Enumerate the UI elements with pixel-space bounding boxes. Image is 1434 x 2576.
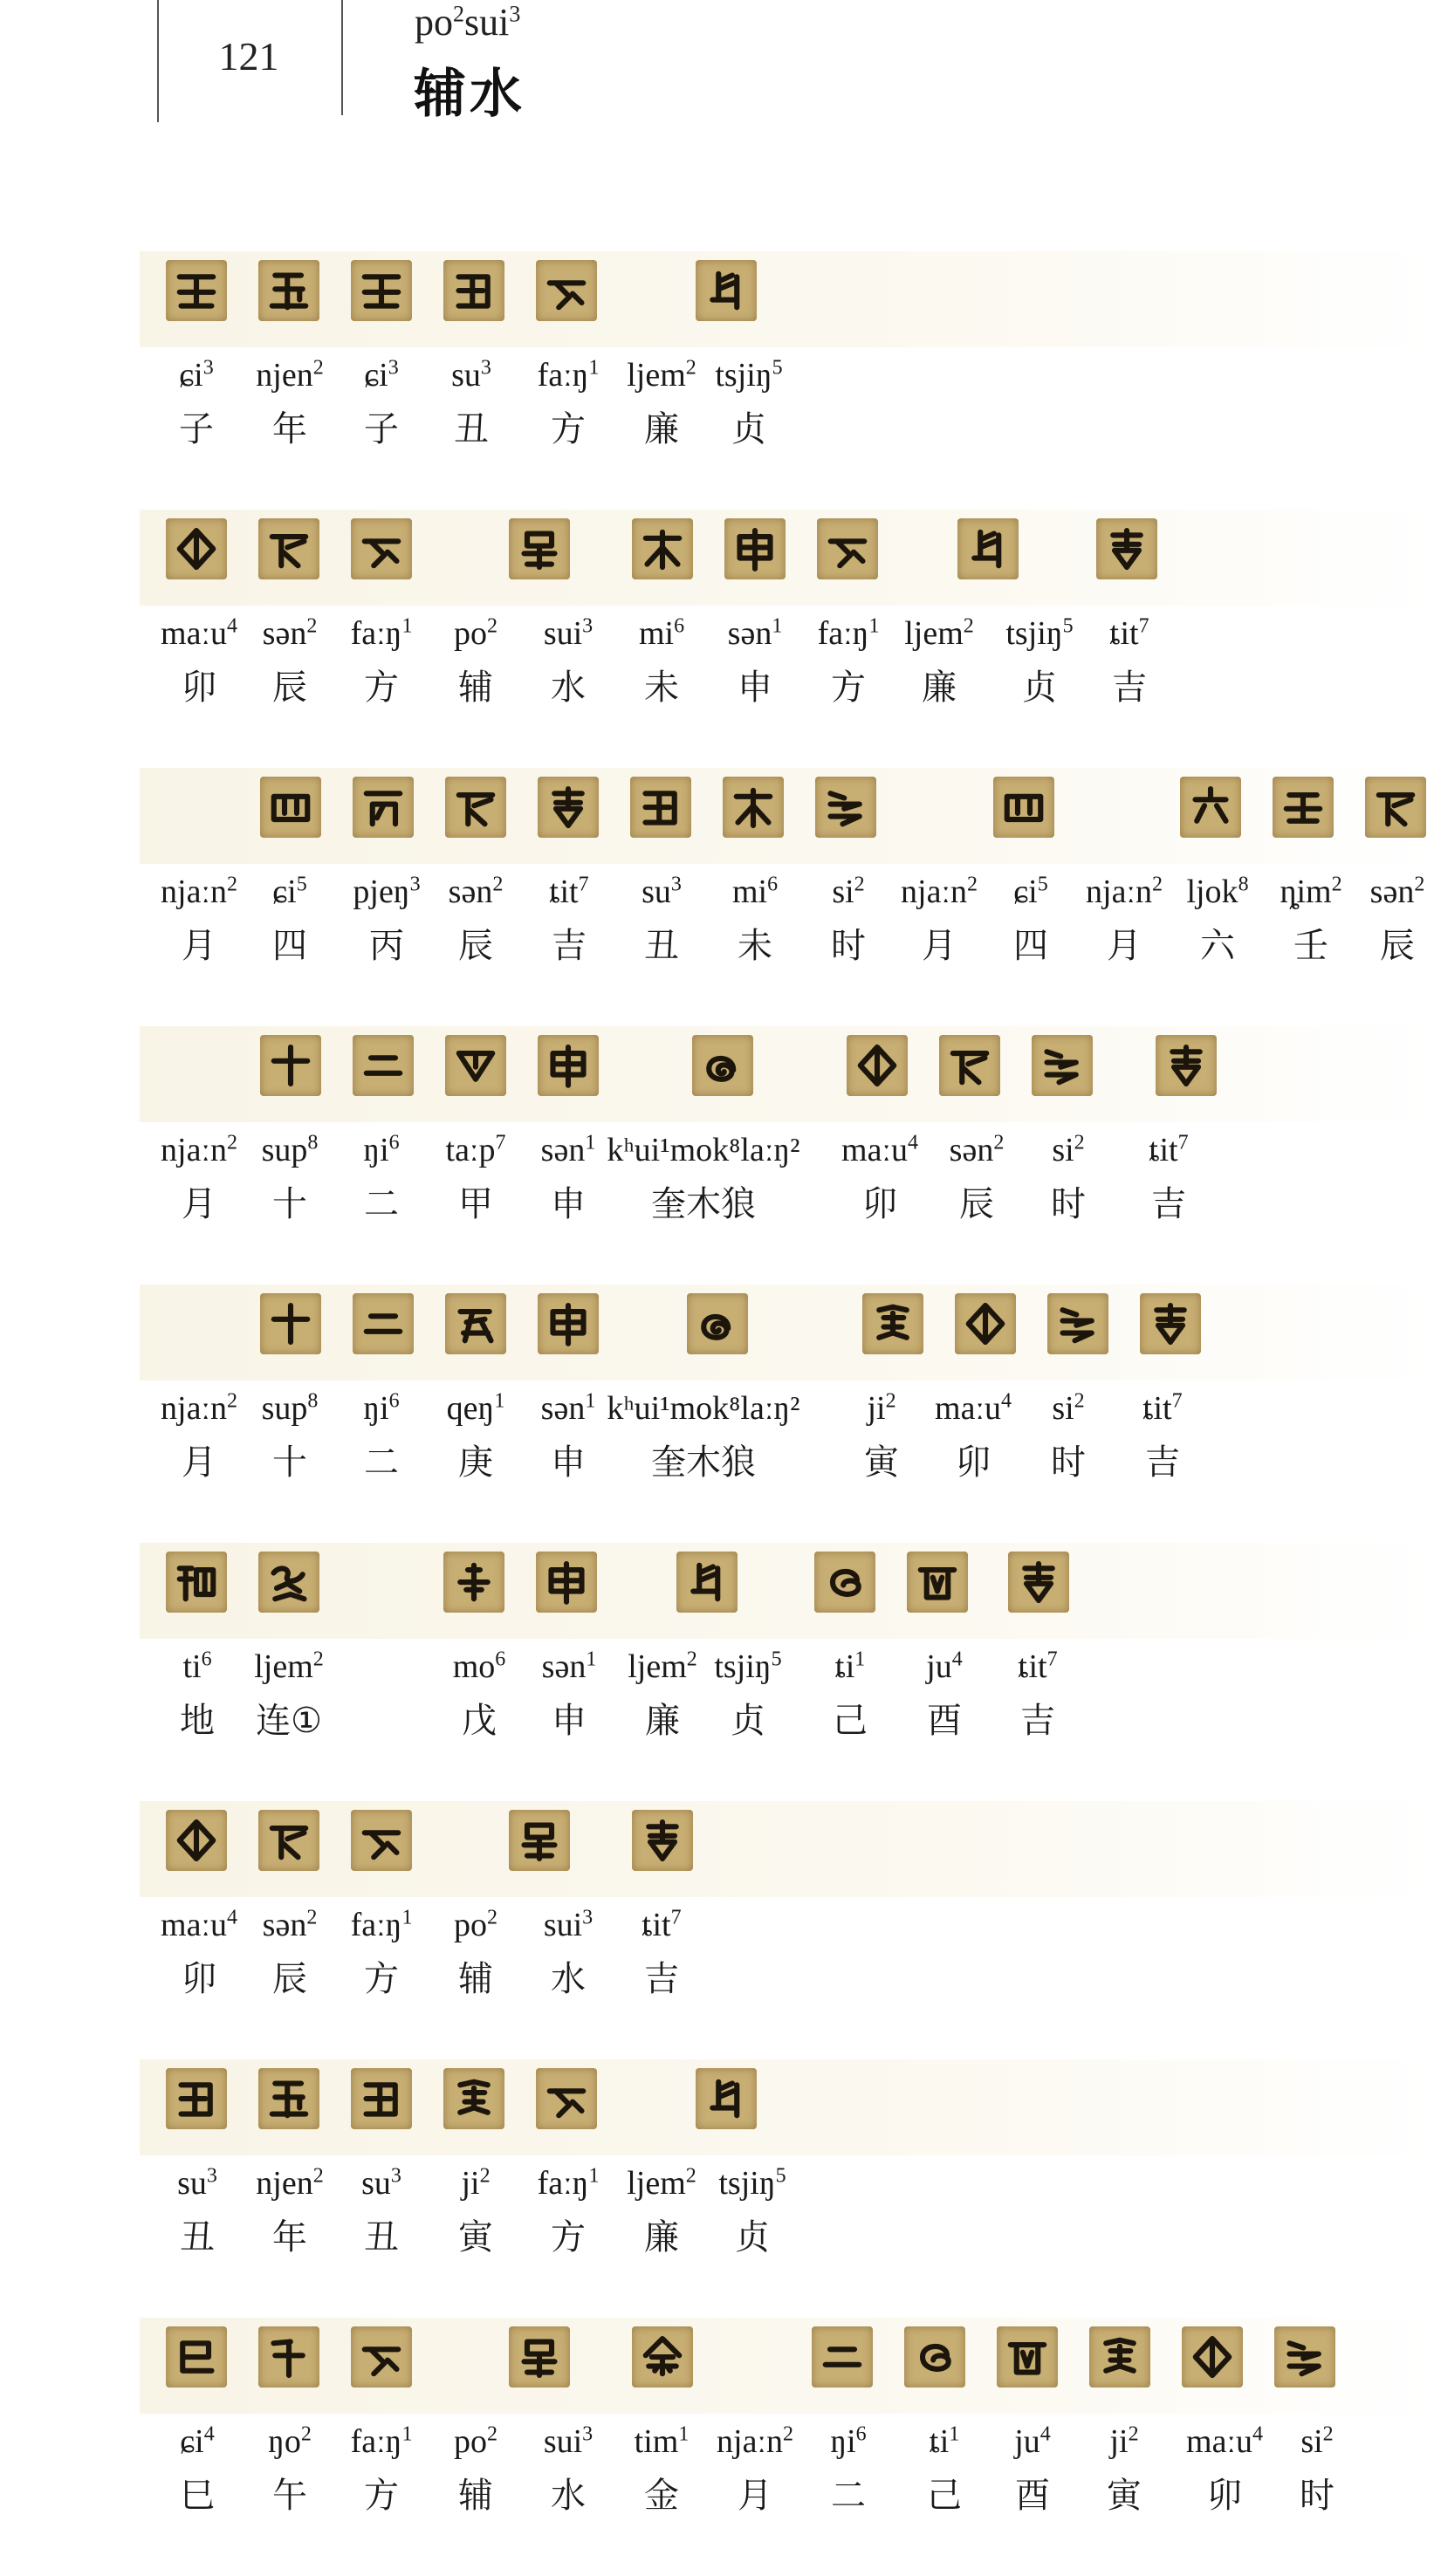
- shui-glyph-four-seal: [260, 777, 321, 838]
- romanization: $su^3$: [361, 2164, 401, 2202]
- romanization: ȶit$^7$: [642, 1906, 682, 1943]
- chinese-gloss: 卯: [182, 1959, 216, 1999]
- romanization: faːŋ$^1$: [350, 1906, 413, 1943]
- romanization: ɕi$^5$: [272, 873, 307, 910]
- shui-glyph-yin-seal: [443, 2068, 504, 2129]
- shui-glyph-you-seal: [997, 2326, 1058, 2388]
- chinese-gloss: 廉: [644, 409, 679, 449]
- chinese-gloss: 吉: [552, 926, 587, 966]
- chinese-gloss: 寅: [1107, 2476, 1142, 2516]
- romanization: tsjiŋ$^5$: [714, 1648, 782, 1685]
- shui-glyph-fushui-seal: [509, 1810, 570, 1871]
- shui-glyph-fushui-seal: [509, 2326, 570, 2388]
- romanization: sən$^2$: [949, 1131, 1005, 1168]
- manuscript-strip: [140, 510, 1434, 606]
- chinese-gloss: 二: [364, 1184, 399, 1224]
- shui-glyph-ji-seal: [538, 777, 599, 838]
- chinese-gloss: 丙: [369, 926, 404, 966]
- shui-glyph-lianzhen-seal: [696, 2068, 757, 2129]
- chinese-gloss: 时: [1300, 2476, 1335, 2516]
- chinese-gloss: 辅: [458, 668, 493, 708]
- chinese-gloss: 六: [1200, 926, 1235, 966]
- chinese-gloss: 水: [551, 2476, 586, 2516]
- manuscript-strip: [140, 1543, 1434, 1639]
- chinese-gloss: 连①: [256, 1701, 322, 1741]
- romanization: maːu$^4$: [841, 1131, 918, 1168]
- shui-glyph-ji2-seal: [814, 1552, 875, 1613]
- romanization: sup$^8$: [261, 1131, 319, 1168]
- romanization: kʰui¹mok⁸laːŋ²: [607, 1132, 800, 1168]
- chinese-gloss: 方: [831, 668, 866, 708]
- romanization: ɕi$^3$: [179, 356, 214, 394]
- romanization: $ŋi^6$: [363, 1131, 400, 1168]
- shui-glyph-ji-seal: [632, 1810, 693, 1871]
- shui-glyph-fang-seal: [817, 518, 878, 579]
- shui-glyph-chen-seal: [258, 518, 319, 579]
- shui-glyph-fang-seal: [536, 260, 597, 321]
- romanization: faːŋ$^1$: [537, 2164, 600, 2202]
- romanization: njaːn$^2$: [717, 2422, 793, 2460]
- chinese-gloss: 贞: [731, 1701, 765, 1741]
- chinese-gloss: 奎木狼: [651, 1442, 756, 1483]
- romanization: ȶit$^7$: [1018, 1648, 1058, 1685]
- shui-glyph-six-seal: [1180, 777, 1241, 838]
- chinese-gloss: 时: [831, 926, 866, 966]
- shui-glyph-jia-seal: [445, 1035, 506, 1096]
- romanization: $si^2$: [1052, 1131, 1085, 1168]
- chinese-gloss: 酉: [927, 1701, 962, 1741]
- romanization: $ȶi^1$: [929, 2422, 960, 2460]
- shui-glyph-kuimu-seal: [692, 1035, 753, 1096]
- romanization: ȶit$^7$: [1149, 1131, 1189, 1168]
- chinese-gloss: 寅: [864, 1442, 899, 1483]
- romanization: njaːn$^2$: [161, 873, 237, 910]
- chinese-gloss: 月: [1107, 926, 1142, 966]
- romanization: $ji^2$: [867, 1389, 896, 1427]
- chinese-gloss: 吉: [644, 1959, 679, 1999]
- chinese-gloss: 二: [831, 2476, 866, 2516]
- romanization: $su^3$: [642, 873, 682, 910]
- chinese-gloss: 丑: [454, 409, 489, 449]
- romanization: $po^2$: [454, 2422, 497, 2460]
- romanization: sui$^3$: [543, 1906, 593, 1943]
- shui-glyph-lianzhen-seal: [676, 1552, 738, 1613]
- manuscript-line: [0, 768, 1434, 1026]
- chinese-gloss: 廉: [645, 1701, 680, 1741]
- romanization: tsjiŋ$^5$: [718, 2164, 786, 2202]
- header-rule-right: [341, 0, 343, 115]
- romanization: maːu$^4$: [161, 1906, 237, 1943]
- shui-glyph-year-seal: [258, 260, 319, 321]
- shui-glyph-wu2-seal: [258, 2326, 319, 2388]
- chinese-gloss: 未: [644, 668, 679, 708]
- romanization: ljem$^2$: [628, 1648, 697, 1685]
- chinese-gloss: 月: [182, 1442, 216, 1483]
- chinese-gloss: 辰: [458, 926, 493, 966]
- romanization: ljok$^8$: [1186, 873, 1249, 910]
- shui-glyph-yin-seal: [1089, 2326, 1150, 2388]
- chinese-gloss: 贞: [731, 409, 766, 449]
- manuscript-strip: [140, 2059, 1434, 2155]
- romanization: $si^2$: [1300, 2422, 1334, 2460]
- romanization: ɕi$^5$: [1013, 873, 1048, 910]
- romanization: sən$^2$: [262, 614, 318, 652]
- shui-glyph-wei-seal: [723, 777, 784, 838]
- chinese-gloss: 廉: [922, 668, 957, 708]
- shui-glyph-lianzhen-seal: [957, 518, 1019, 579]
- chinese-gloss: 吉: [1145, 1442, 1180, 1483]
- shui-glyph-two-seal: [812, 2326, 873, 2388]
- romanization: $ti^6$: [182, 1648, 212, 1685]
- romanization: $ji^2$: [461, 2164, 491, 2202]
- romanization: kʰui¹mok⁸laːŋ²: [607, 1390, 800, 1427]
- chinese-gloss: 卯: [1207, 2476, 1242, 2516]
- chinese-gloss: 申: [551, 1184, 586, 1224]
- chinese-gloss: 卯: [182, 668, 216, 708]
- romanization: njaːn$^2$: [901, 873, 978, 910]
- chinese-gloss: 地: [180, 1701, 215, 1741]
- romanization: $ŋi^6$: [830, 2422, 867, 2460]
- chinese-gloss: 吉: [1020, 1701, 1055, 1741]
- chinese-gloss: 水: [551, 668, 586, 708]
- chinese-gloss: 辰: [1380, 926, 1415, 966]
- chinese-gloss: 申: [738, 668, 772, 708]
- manuscript-strip: [140, 251, 1434, 347]
- shui-glyph-fushui-seal: [509, 518, 570, 579]
- romanization: njaːn$^2$: [1086, 873, 1163, 910]
- romanization: njaːn$^2$: [161, 1389, 237, 1427]
- romanization: $ju^4$: [926, 1648, 963, 1685]
- romanization: maːu$^4$: [935, 1389, 1012, 1427]
- romanization: qeŋ$^1$: [446, 1389, 505, 1427]
- shui-glyph-shen-seal: [536, 1552, 597, 1613]
- chinese-gloss: 二: [364, 1442, 399, 1483]
- chinese-gloss: 丑: [180, 2217, 215, 2257]
- shui-glyph-chou-seal: [351, 2068, 412, 2129]
- romanization: sən$^2$: [448, 873, 504, 910]
- chinese-gloss: 月: [738, 2476, 772, 2516]
- shui-glyph-ji-seal: [1156, 1035, 1217, 1096]
- chinese-gloss: 戊: [462, 1701, 497, 1741]
- shui-glyph-shen-seal: [538, 1035, 599, 1096]
- manuscript-line: [0, 1543, 1434, 1801]
- chinese-gloss: 十: [272, 1184, 307, 1224]
- shui-glyph-mao-seal: [847, 1035, 908, 1096]
- manuscript-strip: [140, 1801, 1434, 1897]
- chinese-gloss: 申: [551, 1442, 586, 1483]
- chinese-gloss: 贞: [735, 2217, 770, 2257]
- romanization: $si^2$: [1052, 1389, 1085, 1427]
- romanization: ljem$^2$: [627, 356, 696, 394]
- romanization: $po^2$: [454, 1906, 497, 1943]
- romanization: faːŋ$^1$: [350, 2422, 413, 2460]
- shui-glyph-ji-seal: [1140, 1293, 1201, 1354]
- shui-glyph-chou-seal: [443, 260, 504, 321]
- shui-glyph-mao-seal: [1182, 2326, 1243, 2388]
- page-number: 121: [218, 34, 279, 79]
- entry-title: 辅水: [414, 64, 525, 125]
- chinese-gloss: 四: [1013, 926, 1048, 966]
- romanization: ȶit$^7$: [1109, 614, 1149, 652]
- entry-roman-syllable: $po^2$: [415, 1, 464, 44]
- shui-glyph-shi-seal: [815, 777, 876, 838]
- chinese-gloss: 月: [182, 1184, 216, 1224]
- chinese-gloss: 方: [551, 409, 586, 449]
- shui-glyph-chen-seal: [939, 1035, 1000, 1096]
- romanization: sən$^1$: [541, 1648, 597, 1685]
- chinese-gloss: 卯: [956, 1442, 991, 1483]
- chinese-gloss: 己: [927, 2476, 962, 2516]
- romanization: sup$^8$: [261, 1389, 319, 1427]
- shui-glyph-mao-seal: [166, 518, 227, 579]
- romanization: faːŋ$^1$: [350, 614, 413, 652]
- chinese-gloss: 月: [182, 926, 216, 966]
- shui-glyph-shen-seal: [538, 1293, 599, 1354]
- chinese-gloss: 子: [364, 409, 399, 449]
- manuscript-line: [0, 1026, 1434, 1285]
- shui-glyph-wu-seal: [443, 1552, 504, 1613]
- header-rule-left: [157, 0, 159, 122]
- chinese-gloss: 己: [833, 1701, 868, 1741]
- chinese-gloss: 方: [364, 2476, 399, 2516]
- romanization: tsjiŋ$^5$: [1005, 614, 1074, 652]
- romanization: sui$^3$: [543, 614, 593, 652]
- romanization: sən$^1$: [727, 614, 783, 652]
- chinese-gloss: 廉: [644, 2217, 679, 2257]
- shui-glyph-ji-seal: [1008, 1552, 1069, 1613]
- romanization: $mi^6$: [731, 873, 779, 910]
- shui-glyph-jin-seal: [632, 2326, 693, 2388]
- entry-romanization: [415, 0, 520, 45]
- shui-glyph-shi-seal: [1047, 1293, 1108, 1354]
- shui-glyph-ten-seal: [260, 1293, 321, 1354]
- manuscript-strip: [140, 1285, 1434, 1380]
- romanization: sən$^2$: [262, 1906, 318, 1943]
- chinese-gloss: 申: [552, 1701, 587, 1741]
- shui-glyph-water-seal: [166, 260, 227, 321]
- romanization: ljem$^2$: [627, 2164, 696, 2202]
- manuscript-line: [0, 251, 1434, 510]
- romanization: faːŋ$^1$: [537, 356, 600, 394]
- shui-glyph-lianzhen-seal: [696, 260, 757, 321]
- chinese-gloss: 月: [922, 926, 957, 966]
- chinese-gloss: 甲: [458, 1184, 493, 1224]
- chinese-gloss: 辰: [272, 668, 307, 708]
- manuscript-line: [0, 510, 1434, 768]
- romanization: maːu$^4$: [161, 614, 237, 652]
- chinese-gloss: 时: [1051, 1442, 1086, 1483]
- shui-glyph-mao-seal: [166, 1810, 227, 1871]
- shui-glyph-ren-seal: [1273, 777, 1334, 838]
- manuscript-line: [0, 1801, 1434, 2059]
- shui-glyph-two-seal: [353, 1035, 414, 1096]
- romanization: $ŋi^6$: [363, 1389, 400, 1427]
- romanization: $su^3$: [451, 356, 491, 394]
- shui-glyph-bing-seal: [353, 777, 414, 838]
- shui-glyph-chou-seal: [166, 2068, 227, 2129]
- shui-glyph-ten-seal: [260, 1035, 321, 1096]
- shui-glyph-kuimu-seal: [687, 1293, 748, 1354]
- romanization: ȶit$^7$: [1142, 1389, 1183, 1427]
- romanization: ȵim$^2$: [1280, 873, 1342, 910]
- romanization: sui$^3$: [543, 2422, 593, 2460]
- shui-glyph-mao-seal: [955, 1293, 1016, 1354]
- romanization: $po^2$: [454, 614, 497, 652]
- chinese-gloss: 年: [272, 409, 307, 449]
- shui-glyph-shi-seal: [1274, 2326, 1335, 2388]
- chinese-gloss: 丑: [364, 2217, 399, 2257]
- chinese-gloss: 奎木狼: [651, 1184, 756, 1224]
- romanization: ȶit$^7$: [549, 873, 589, 910]
- chinese-gloss: 吉: [1151, 1184, 1186, 1224]
- romanization: $mo^6$: [452, 1648, 506, 1685]
- shui-glyph-wei-seal: [632, 518, 693, 579]
- romanization: $su^3$: [177, 2164, 217, 2202]
- chinese-gloss: 贞: [1022, 668, 1057, 708]
- romanization: njen$^2$: [256, 356, 324, 394]
- shui-glyph-you-seal: [907, 1552, 968, 1613]
- chinese-gloss: 壬: [1293, 926, 1328, 966]
- chinese-gloss: 十: [272, 1442, 307, 1483]
- chinese-gloss: 未: [738, 926, 772, 966]
- romanization: maːu$^4$: [1186, 2422, 1263, 2460]
- romanization: $mi^6$: [638, 614, 685, 652]
- shui-glyph-water-seal: [351, 260, 412, 321]
- shui-glyph-four-seal: [993, 777, 1054, 838]
- chinese-gloss: 辅: [458, 1959, 493, 1999]
- entry-roman-syllable: sui$^3$: [464, 1, 521, 44]
- chinese-gloss: 辰: [959, 1184, 994, 1224]
- romanization: tsjiŋ$^5$: [715, 356, 783, 394]
- shui-glyph-si-seal: [166, 2326, 227, 2388]
- romanization: tim$^1$: [634, 2422, 690, 2460]
- romanization: taːp$^7$: [445, 1131, 506, 1168]
- romanization: ɕi$^4$: [180, 2422, 215, 2460]
- shui-glyph-year-seal: [258, 2068, 319, 2129]
- shui-glyph-fang-seal: [536, 2068, 597, 2129]
- shui-glyph-fang-seal: [351, 2326, 412, 2388]
- romanization: $si^2$: [832, 873, 865, 910]
- romanization: $ȶi^1$: [834, 1648, 866, 1685]
- shui-glyph-di-seal: [166, 1552, 227, 1613]
- romanization: sən$^1$: [540, 1131, 596, 1168]
- shui-glyph-chou-seal: [630, 777, 691, 838]
- shui-glyph-shi-seal: [1032, 1035, 1093, 1096]
- romanization: sən$^1$: [540, 1389, 596, 1427]
- shui-glyph-shen-seal: [724, 518, 786, 579]
- shui-glyph-lian-seal: [258, 1552, 319, 1613]
- shui-glyph-chen-seal: [1365, 777, 1426, 838]
- manuscript-line: [0, 2059, 1434, 2318]
- shui-glyph-ji-seal: [1096, 518, 1157, 579]
- romanization: sən$^2$: [1369, 873, 1425, 910]
- romanization: ljem$^2$: [904, 614, 974, 652]
- chinese-gloss: 酉: [1015, 2476, 1050, 2516]
- romanization: $ŋo^2$: [268, 2422, 312, 2460]
- chinese-gloss: 寅: [458, 2217, 493, 2257]
- chinese-gloss: 年: [272, 2217, 307, 2257]
- shui-glyph-ji2-seal: [904, 2326, 965, 2388]
- chinese-gloss: 庚: [458, 1442, 493, 1483]
- shui-glyph-two-seal: [353, 1293, 414, 1354]
- shui-glyph-geng-seal: [445, 1293, 506, 1354]
- romanization: faːŋ$^1$: [817, 614, 880, 652]
- chinese-gloss: 辰: [272, 1959, 307, 1999]
- romanization: ljem$^2$: [254, 1648, 324, 1685]
- romanization: $ju^4$: [1014, 2422, 1051, 2460]
- chinese-gloss: 午: [272, 2476, 307, 2516]
- manuscript-line: [0, 2318, 1434, 2576]
- chinese-gloss: 辅: [458, 2476, 493, 2516]
- shui-glyph-fang-seal: [351, 518, 412, 579]
- shui-glyph-chen-seal: [258, 1810, 319, 1871]
- shui-glyph-yin-seal: [862, 1293, 923, 1354]
- manuscript-strip: [140, 1026, 1434, 1122]
- manuscript-line: [0, 1285, 1434, 1543]
- shui-glyph-chen-seal: [445, 777, 506, 838]
- romanization: ɕi$^3$: [364, 356, 399, 394]
- chinese-gloss: 方: [364, 1959, 399, 1999]
- romanization: njaːn$^2$: [161, 1131, 237, 1168]
- chinese-gloss: 子: [179, 409, 214, 449]
- romanization: pjeŋ$^3$: [353, 873, 421, 910]
- chinese-gloss: 丑: [644, 926, 679, 966]
- chinese-gloss: 吉: [1112, 668, 1147, 708]
- romanization: njen$^2$: [256, 2164, 324, 2202]
- chinese-gloss: 巳: [180, 2476, 215, 2516]
- chinese-gloss: 时: [1051, 1184, 1086, 1224]
- chinese-gloss: 金: [644, 2476, 679, 2516]
- chinese-gloss: 水: [551, 1959, 586, 1999]
- chinese-gloss: 卯: [862, 1184, 897, 1224]
- chinese-gloss: 方: [364, 668, 399, 708]
- chinese-gloss: 方: [551, 2217, 586, 2257]
- shui-glyph-fang-seal: [351, 1810, 412, 1871]
- romanization: $ji^2$: [1109, 2422, 1139, 2460]
- chinese-gloss: 四: [272, 926, 307, 966]
